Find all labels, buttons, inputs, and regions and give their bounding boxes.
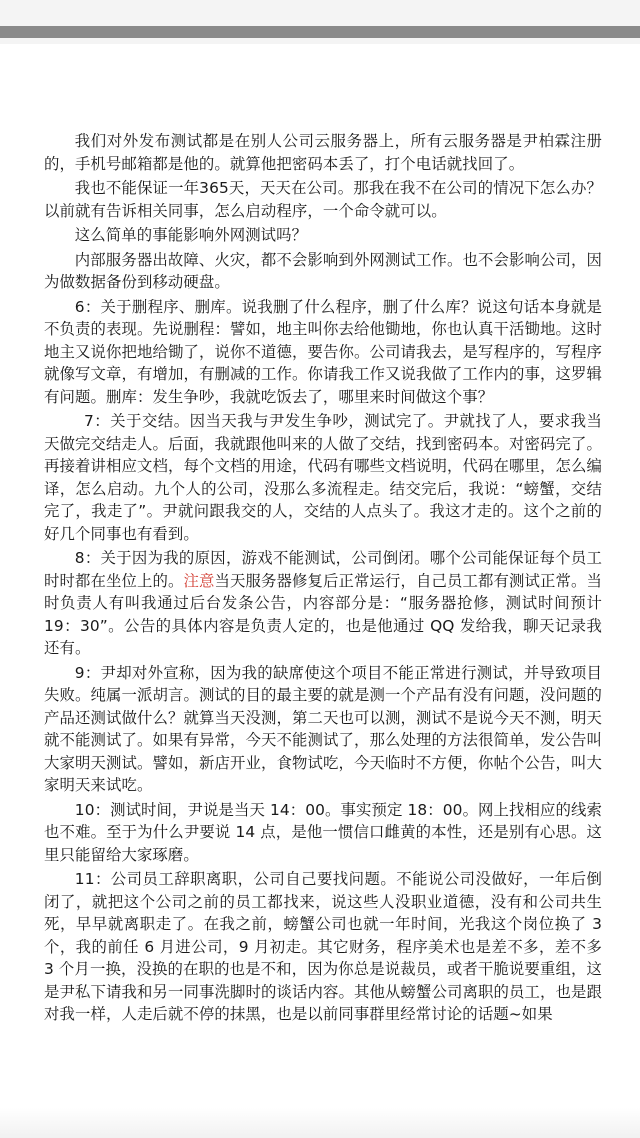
paragraph-point-11: 11：公司员工辞职离职，公司自己要找问题。不能说公司没做好，一年后倒闭了，就把这个公司之前的员工都找来，说这些人没职业道德，没有和公司共生死，早早就离职走了。在我之前，螃蟹公司也就一年时间，光我这个岗位换了 3 个，我的前任 6 月进公司，9 月初走。其它财务，程序美术也是差不多，差不多 3 个月一换，没换的在职的也是不和，因为你总是说裁员，或者干脆说要重组，这是尹私下请我和另一同事洗脚时的谈话内容。其他从螃蟹公司离职的员工，也是跟对我一样，人走后就不停的抹黑，也是以前同事群里经常讨论的话题~如果 (44, 870, 602, 1023)
status-bar (0, 0, 640, 44)
paragraph-point-10: 10：测试时间，尹说是当天 14：00。事实预定 18：00。网上找相应的线索也不难。至于为什么尹要说 14 点，是他一惯信口雌黄的本性，还是别有心思。这里只能留给大家琢磨。 (44, 800, 602, 864)
paragraph-point-8 (44, 547, 602, 660)
highlight-note: 注意 (183, 571, 215, 590)
paragraph-availability: 我也不能保证一年365天，天天在公司。那我在我不在公司的情况下怎么办？以前就有告诉相关同事，怎么启动程序，一个命令就可以。 (44, 179, 602, 220)
bottom-edge (0, 1108, 640, 1138)
paragraph-point-7: 7：关于交结。因当天我与尹发生争吵，测试完了。尹就找了人，要求我当天做完交结走人。后面，我就跟他叫来的人做了交结，找到密码本。对密码完了。再接着讲相应文档，每个文档的用途，代码有哪些文档说明，代码在哪里，怎么编译，怎么启动。九个人的公司，没那么多流程走。结交完后，我说：“螃蟹，交结完了，我走了”。尹就问跟我交的人，交结的人点头了。我这才走的。这个之前的好几个同事也有看到。 (44, 412, 602, 543)
point-8-text-before: 8：关于因为我的原因，游戏不能测试，公司倒闭。哪个公司能保证每个员工时时都在坐位上的。 (44, 549, 602, 590)
top-divider (0, 26, 640, 38)
point-8-text-after: 当天服务器修复后正常运行，自己员工都有测试正常。当时负责人有叫我通过后台发条公告，内容部分是：“服务器抢修，测试时间预计 19：30”。公告的具体内容是负责人定的，也是他通过 QQ 发给我，聊天记录我还有。 (44, 571, 602, 657)
paragraph-internal-servers: 内部服务器出故障、火灾，都不会影响到外网测试工作。也不会影响公司，因为做数据备份到移动硬盘。 (44, 250, 602, 291)
paragraph-question: 这么简单的事能影响外网测试吗？ (74, 226, 308, 244)
paragraph-cloud-servers: 我们对外发布测试都是在别人公司云服务器上，所有云服务器是尹柏霖注册的，手机号邮箱都是他的。就算他把密码本丢了，打个电话就找回了。 (44, 132, 602, 173)
document-body (44, 130, 602, 1028)
paragraph-point-6: 6：关于删程序、删库。说我删了什么程序，删了什么库？说这句话本身就是不负责的表现。先说删程：譬如，地主叫你去给他锄地，你也认真干活锄地。这时地主又说你把地给锄了，说你不道德，要告你。公司请我去，是写程序的，写程序就像写文章，有增加，有删减的工作。你请我工作又说我做了工作内的事，这罗辑有问题。删库：发生争吵，我就吃饭去了，哪里来时间做这个事？ (44, 297, 602, 406)
paragraph-point-9: 9：尹却对外宣称，因为我的缺席使这个项目不能正常进行测试，并导致项目失败。纯属一派胡言。测试的目的最主要的就是测一个产品有没有问题，没问题的产品还测试做什么？就算当天没测，第二天也可以测，测试不是说今天不测，明天就不能测试了。如果有异常，今天不能测试了，那么处理的方法很简单，发公告叫大家明天测试。譬如，新店开业，食物试吃，今天临时不方便，你帖个公告，叫大家明天来试吃。 (44, 663, 602, 794)
